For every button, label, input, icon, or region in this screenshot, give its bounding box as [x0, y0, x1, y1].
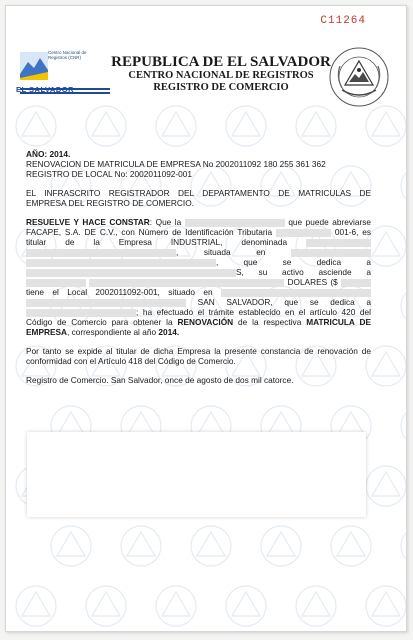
watermark-emblem	[162, 592, 190, 616]
watermark-emblem	[372, 112, 400, 136]
redacted-text	[26, 259, 216, 267]
watermark-emblem	[162, 112, 190, 136]
redacted-text	[276, 229, 331, 237]
national-seal-icon	[328, 46, 390, 108]
year-line: AÑO: 2014.	[26, 149, 71, 159]
watermark-ring	[401, 286, 406, 326]
redacted-text	[341, 279, 371, 287]
redacted-text	[26, 299, 186, 307]
redacted-text	[221, 289, 371, 297]
watermark-emblem	[372, 352, 400, 376]
watermark-ring	[401, 166, 406, 206]
watermark-emblem	[232, 112, 260, 136]
redacted-text	[185, 219, 285, 227]
redacted-text	[26, 269, 236, 277]
watermark-ring	[401, 526, 406, 566]
watermark-emblem	[92, 112, 120, 136]
header-registry: REGISTRO DE COMERCIO	[153, 82, 289, 93]
watermark-emblem	[127, 532, 155, 556]
redacted-text	[89, 279, 284, 287]
watermark-emblem	[57, 532, 85, 556]
watermark-emblem	[372, 592, 400, 616]
header-subtitle: CENTRO NACIONAL DE REGISTROS	[128, 70, 314, 81]
local-number-line: REGISTRO DE LOCAL No: 2002011092-001	[26, 169, 193, 179]
redacted-signature-box	[27, 432, 366, 517]
cnr-country-name: EL SALVADOR	[16, 85, 75, 94]
redacted-text	[291, 249, 371, 257]
watermark-emblem	[372, 232, 400, 256]
watermark-emblem	[337, 532, 365, 556]
redacted-text	[26, 309, 136, 317]
registrar-intro: EL INFRASCRITO REGISTRADOR DEL DEPARTAMENTO DE MATRICULAS DE EMPRESA DEL REGISTRO DE COMERCIO.	[26, 188, 371, 208]
watermark-emblem	[302, 592, 330, 616]
redacted-text	[26, 249, 176, 257]
cnr-org-name: Centro Nacional de Registros (CNR)	[48, 50, 87, 60]
renewal-number-line: RENOVACION DE MATRICULA DE EMPRESA No 2002011092 180 255 361 362	[26, 159, 326, 169]
watermark-emblem	[197, 532, 225, 556]
document-header	[101, 54, 341, 94]
certificate-page	[5, 5, 407, 632]
date-line: Registro de Comercio. San Salvador, once de agosto de dos mil catorce.	[26, 375, 294, 385]
redacted-text	[306, 239, 371, 247]
watermark-emblem	[22, 592, 50, 616]
watermark-emblem	[267, 532, 295, 556]
header-title: REPUBLICA DE EL SALVADOR	[111, 54, 331, 70]
watermark-emblem	[302, 112, 330, 136]
serial-number: C11264	[320, 15, 366, 27]
watermark-ring	[401, 406, 406, 446]
issuance-paragraph: Por tanto se expide al titular de dicha Empresa la presente constancia de renovación de conformidad con el Artículo 418 del Código de Comercio.	[26, 346, 371, 366]
resolution-paragraph: RESUELVE Y HACE CONSTAR: Que la que puede abreviarse FACAPE, S.A. DE C.V., con Número de Identificación Tributaria 001-6, es titular de la Empresa INDUSTRIAL, denominada , situada en , que se dedica a S, su activo asciende a DOLARES ($ tiene el Local 2002011092-001, situado en SAN SALVADOR, que se dedica a ; ha efectuado el trámite establecido en el artículo 420 del Código de Comercio para obtener la RENOVACIÓN de la respectiva MATRICULA DE EMPRESA, correspondiente al año 2014.	[26, 217, 372, 337]
watermark-emblem	[22, 112, 50, 136]
certificate-body	[26, 149, 371, 385]
watermark-emblem	[232, 592, 260, 616]
watermark-emblem	[372, 472, 400, 496]
redacted-text	[26, 279, 86, 287]
resolution-lead: RESUELVE Y HACE CONSTAR	[26, 217, 150, 227]
watermark-emblem	[92, 592, 120, 616]
